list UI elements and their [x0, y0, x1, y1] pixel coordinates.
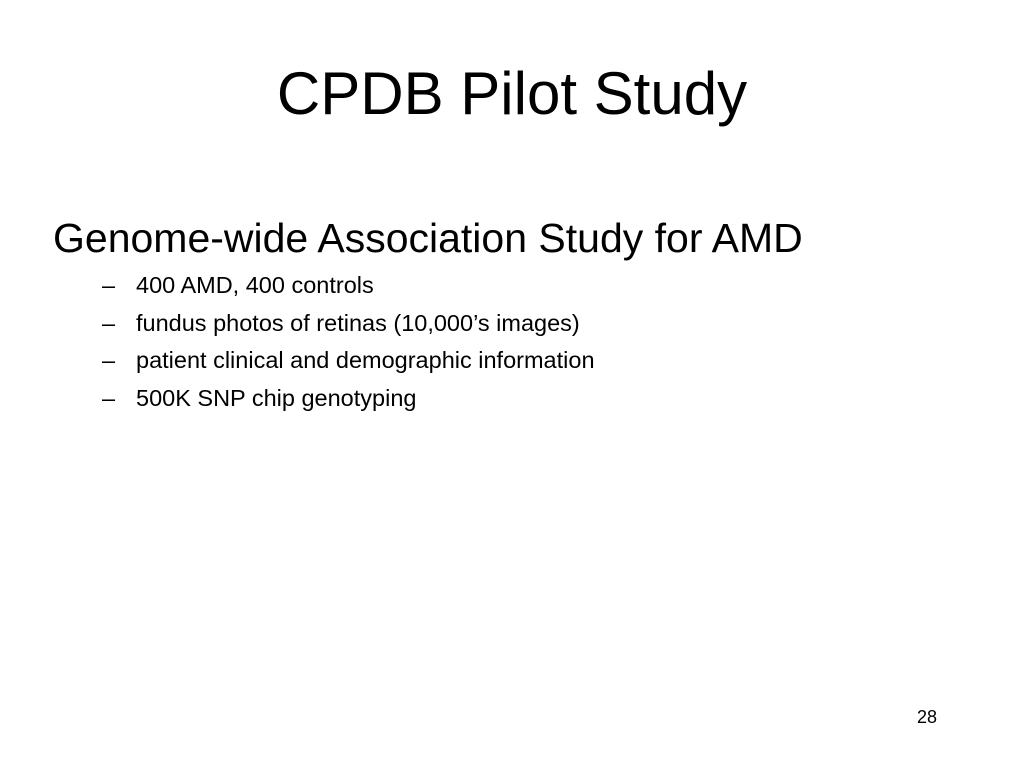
sub-bullet-text: 500K SNP chip genotyping [136, 384, 417, 411]
main-bullet: Genome-wide Association Study for AMD [53, 215, 803, 261]
dash-marker: – [102, 272, 116, 298]
sub-bullet-text: patient clinical and demographic information [136, 347, 595, 373]
slide-title: CPDB Pilot Study [276, 60, 748, 127]
sub-bullet-text: fundus photos of retinas (10,000’s images) [136, 309, 580, 336]
dash-marker: – [102, 309, 116, 336]
page-number: 28 [916, 707, 937, 727]
dash-marker: – [102, 384, 116, 411]
sub-bullet-text: 400 AMD, 400 controls [136, 272, 374, 298]
dash-marker: – [102, 347, 116, 373]
